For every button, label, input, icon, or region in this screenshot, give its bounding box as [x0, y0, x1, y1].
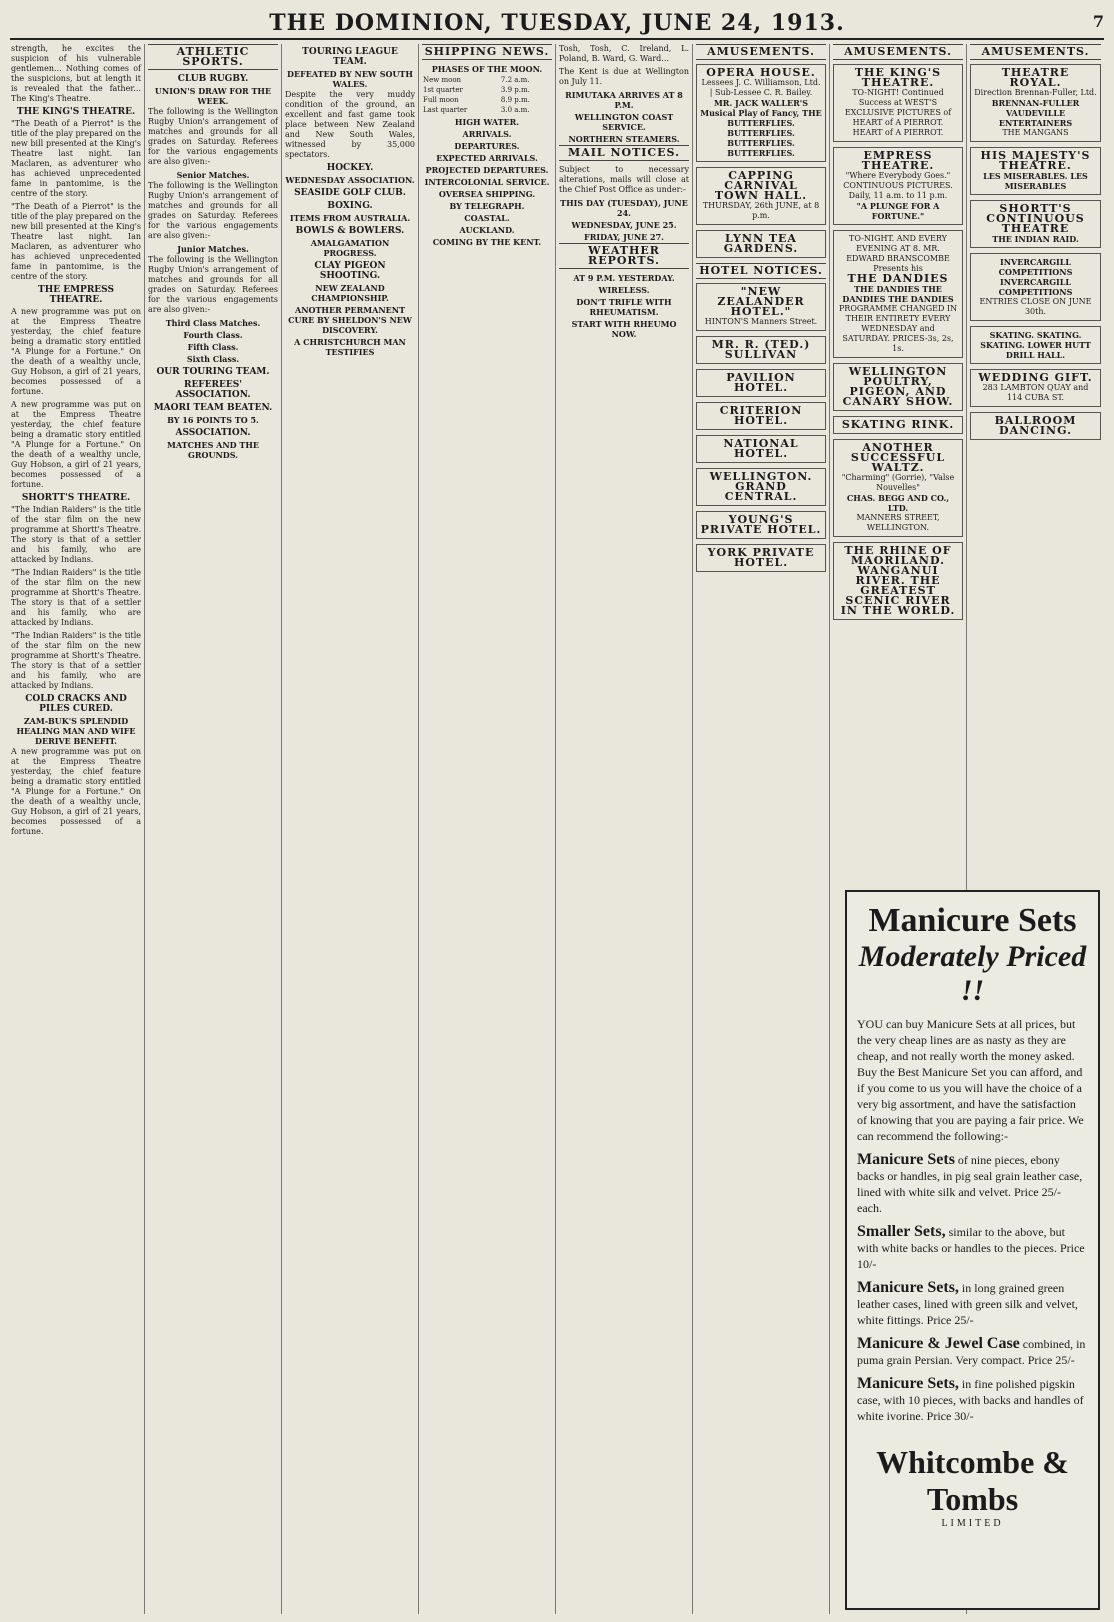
moon-label: 1st quarter — [423, 86, 463, 94]
rimutaka-heading: RIMUTAKA ARRIVES AT 8 P.M. — [565, 90, 683, 110]
hinton-sub: HINTON'S Manners Street. — [704, 317, 818, 326]
wireless-heading: WIRELESS. — [598, 285, 650, 295]
lynn-title: LYNN TEA GARDENS. — [723, 232, 799, 255]
sheldon-heading: ANOTHER PERMANENT CURE BY SHELDON'S NEW DISCOVERY. — [288, 305, 412, 335]
empress-theatre-heading: THE EMPRESS THEATRE. — [38, 285, 114, 305]
moon-label: Last quarter — [423, 106, 468, 114]
rheumatism-heading: DON'T TRIFLE WITH RHEUMATISM. — [576, 297, 672, 317]
ballroom-ad — [970, 412, 1101, 440]
seaside-golf-heading: SEASIDE GOLF CLUB. — [294, 188, 406, 198]
northern-steamers-heading: NORTHERN STEAMERS. — [568, 134, 680, 144]
third-class-heading: Third Class Matches. — [165, 318, 261, 328]
moon-row — [422, 105, 552, 115]
auckland-heading: AUCKLAND. — [459, 225, 515, 235]
passenger-lines: Tosh, Tosh, C. Ireland, L. Poland, B. Ward, G. Ward... — [559, 44, 689, 63]
capping-date: THURSDAY, 26th JUNE, at 8 p.m. — [702, 201, 820, 220]
item-name: Manicure & Jewel Case — [857, 1335, 1020, 1352]
york-title: YORK PRIVATE HOTEL. — [707, 546, 815, 569]
masthead — [10, 10, 1104, 40]
intercolonial-heading: INTERCOLONIAL SERVICE. — [424, 177, 550, 187]
york-ad — [696, 544, 826, 572]
brand-name: Whitcombe & Tombs — [876, 1444, 1069, 1517]
wednesday-association-heading: WEDNESDAY ASSOCIATION. — [285, 175, 415, 185]
manicure-intro: YOU can buy Manicure Sets at all prices, but the very cheap lines are as nasty as they are cheap, and not really worth the money asked. Buy the Best Manicure Set you can afford, and if you come to us you will have the choice of a very big assortment, and have the satisfaction of knowing that you are paying a fair price. We can recommend the following:- — [857, 1017, 1084, 1143]
kings-title: THE KING'S THEATRE. — [854, 66, 942, 89]
manicure-item — [857, 1224, 1088, 1272]
page-number: 7 — [1092, 12, 1104, 31]
weather-time: AT 9 P.M. YESTERDAY. — [573, 273, 675, 283]
column-2 — [145, 44, 282, 1614]
expected-arrivals-heading: EXPECTED ARRIVALS. — [436, 153, 538, 163]
empress-title: EMPRESS THEATRE. — [861, 149, 935, 172]
opera-house-ad — [696, 64, 826, 162]
matches-grounds-heading: MATCHES AND THE GROUNDS. — [166, 440, 259, 460]
waltz-title: ANOTHER SUCCESSFUL WALTZ. — [850, 441, 946, 474]
zambuk-heading: ZAM-BUK'S SPLENDID HEALING MAN AND WIFE DERIVE BENEFIT. — [16, 716, 136, 746]
empress-theatre-text-2: A new programme was put on at the Empress Theatre yesterday, the chief feature being a dramatic story entitled "A Plunge for a Fortune." On the death of a wealthy uncle, Guy Hobson, a girl of 21 years, becomes possessed of a fortune. — [11, 400, 141, 489]
his-majestys-ad — [970, 147, 1101, 195]
item-desc: combined, in puma grain Persian. Very compact. Price 25/- — [857, 1337, 1086, 1367]
column-6 — [693, 44, 830, 1614]
amusements-header-3: AMUSEMENTS. — [970, 44, 1101, 60]
kings-sub: TO-NIGHT! Continued Success at WEST'S EXCLUSIVE PICTURES of HEART of A PIERROT. HEART of A PIERROT. — [844, 88, 952, 137]
young-ad — [696, 511, 826, 539]
moon-value: 3.9 p.m. — [500, 86, 530, 94]
wellington-hotel-title: WELLINGTON. GRAND CENTRAL. — [709, 470, 813, 503]
wedding-title: WEDDING GIFT. — [978, 371, 1093, 384]
wedding-ad — [970, 369, 1101, 407]
plunge-title: "A PLUNGE FOR A FORTUNE." — [856, 201, 940, 221]
union-draw-text: The following is the Wellington Rugby Union's arrangement of matches and grounds for all grades on Saturday. Referees for the various engagements are also given:- — [148, 107, 278, 166]
brand-sub: LIMITED — [941, 1518, 1004, 1529]
skating-ad — [970, 326, 1101, 364]
manicure-item — [857, 1152, 1088, 1216]
tuesday-heading: THIS DAY (TUESDAY), JUNE 24. — [560, 198, 688, 218]
empress-sub: "Where Everybody Goes." CONTINUOUS PICTURES. Daily, 11 a.m. to 11 p.m. — [843, 171, 953, 200]
wanganui-ad — [833, 542, 963, 620]
junior-matches-heading: Junior Matches. — [177, 244, 249, 254]
sixth-class-heading: Sixth Class. — [186, 354, 240, 364]
lambton-address: 283 LAMBTON QUAY and 114 CUBA ST. — [982, 383, 1089, 402]
empress-theatre-text: A new programme was put on at the Empress Theatre yesterday, the chief feature being a dramatic story entitled "A Plunge for a Fortune." On the death of a wealthy uncle, Guy Hobson, a girl of 21 years, becomes possessed of a fortune. — [11, 307, 141, 396]
rheumo-heading: START WITH RHEUMO NOW. — [571, 319, 677, 339]
dandies-note: PROGRAMME CHANGED IN THEIR ENTIRETY EVERY WEDNESDAY and SATURDAY. PRICES-3s, 2s, 1s. — [838, 304, 958, 353]
hotel-notices-header: HOTEL NOTICES. — [696, 263, 826, 279]
zambuk-text: A new programme was put on at the Empress Theatre yesterday, the chief feature being a dramatic story entitled "A Plunge for a Fortune." On the death of a wealthy uncle, Guy Hobson, a girl of 21 years, becomes possessed of a fortune. — [11, 747, 141, 836]
national-ad — [696, 435, 826, 463]
opera-title: OPERA HOUSE. — [706, 66, 816, 79]
fifth-class-heading: Fifth Class. — [187, 342, 239, 352]
item-name: Smaller Sets, — [857, 1223, 946, 1240]
shortts-theatre-text-2: "The Indian Raiders" is the title of the star film on the new programme at Shortt's Theatre. The story is that of a settler and his family, who are attacked by Indians. — [11, 568, 141, 627]
coast-service-heading: WELLINGTON COAST SERVICE. — [574, 112, 674, 132]
shortt-title: SHORTT'S CONTINUOUS THEATRE — [986, 202, 1085, 235]
pavilion-title: PAVILION HOTEL. — [726, 371, 796, 394]
moon-row — [422, 75, 552, 85]
poultry-title: WELLINGTON POULTRY, PIGEON, AND CANARY SHOW. — [842, 365, 954, 408]
high-water-heading: HIGH WATER. — [454, 117, 520, 127]
moon-row — [422, 85, 552, 95]
moon-value: 8.9 p.m. — [500, 96, 530, 104]
skating-title: SKATING. SKATING. SKATING. LOWER HUTT DRILL HALL. — [980, 330, 1091, 360]
amusements-header-2: AMUSEMENTS. — [833, 44, 963, 60]
opera-lessees: Lessees J. C. Williamson, Ltd. | Sub-Lessee C. R. Bailey. — [701, 78, 821, 97]
moon-label: Full moon — [423, 96, 459, 104]
pavilion-ad — [696, 369, 826, 397]
item-desc: similar to the above, but with white backs or handles to the pieces. Price 10/- — [857, 1225, 1085, 1271]
arrivals-heading: ARRIVALS. — [462, 129, 512, 139]
touring-league-text: Despite the very muddy condition of the ground, an excellent and fast game took place between New Zealand and New South Wales, witnessed by 35,000 spectators. — [285, 90, 415, 159]
shortts-theatre-heading: SHORTT'S THEATRE. — [21, 493, 131, 503]
items-australia-heading: ITEMS FROM AUSTRALIA. — [289, 213, 411, 223]
item-name: Manicure Sets — [857, 1151, 955, 1168]
capping-title: CAPPING CARNIVAL TOWN HALL. — [714, 169, 808, 202]
item-name: Manicure Sets, — [857, 1375, 959, 1392]
column-5 — [556, 44, 693, 1614]
royal-sub: Direction Brennan-Fuller, Ltd. — [974, 88, 1097, 97]
masthead-title: THE DOMINION, TUESDAY, JUNE 24, 1913. — [269, 10, 845, 36]
national-title: NATIONAL HOTEL. — [723, 437, 799, 460]
dandies-ad — [833, 230, 963, 358]
item-desc: in long grained green leather cases, lined with green silk and velvet, white fittings. Price 25/- — [857, 1281, 1078, 1327]
column-4 — [419, 44, 556, 1614]
projected-departures-heading: PROJECTED DEPARTURES. — [425, 165, 549, 175]
item-name: Manicure Sets, — [857, 1279, 959, 1296]
item-desc: in fine polished pigskin case, with 10 pieces, with backs and handles of white ivorine. Price 30/- — [857, 1377, 1084, 1423]
referees-heading: REFEREES' ASSOCIATION. — [175, 380, 251, 400]
shipping-news-title: SHIPPING NEWS. — [422, 44, 552, 60]
dandies-repeat: THE DANDIES THE DANDIES THE DANDIES — [842, 284, 954, 304]
begg-name: CHAS. BEGG AND CO., LTD. — [846, 493, 950, 513]
manicure-sets-ad — [845, 890, 1100, 1610]
shortts-theatre-text-3: "The Indian Raiders" is the title of the star film on the new programme at Shortt's Theatre. The story is that of a settler and his family, who are attacked by Indians. — [11, 631, 141, 690]
manicure-item — [857, 1376, 1088, 1424]
theatre-royal-ad — [970, 64, 1101, 142]
moon-value: 7.2 a.m. — [500, 76, 530, 84]
criterion-title: CRITERION HOTEL. — [719, 404, 803, 427]
waltz-sub: "Charming" (Gorrie), "Valse Nouvelles" — [841, 473, 955, 492]
amusements-header: AMUSEMENTS. — [696, 44, 826, 60]
senior-matches-text: The following is the Wellington Rugby Union's arrangement of matches and grounds for all grades on Saturday. Referees for the various engagements are also given:- — [148, 181, 278, 240]
weather-reports-title: WEATHER REPORTS. — [559, 243, 689, 269]
hinton-ad — [696, 283, 826, 331]
club-rugby-heading: CLUB RUGBY. — [177, 74, 249, 84]
nz-championship-heading: NEW ZEALAND CHAMPIONSHIP. — [311, 283, 389, 303]
ballroom-title: BALLROOM DANCING. — [994, 414, 1077, 437]
manicure-item — [857, 1280, 1088, 1328]
friday-heading: FRIDAY, JUNE 27. — [584, 232, 664, 242]
manicure-title: Manicure Sets — [868, 902, 1077, 939]
rink-ad — [833, 416, 963, 434]
hockey-heading: HOCKEY. — [326, 163, 374, 173]
coastal-heading: COASTAL. — [464, 213, 510, 223]
opera-show: MR. JACK WALLER'S Musical Play of Fancy, THE BUTTERFLIES. — [700, 98, 822, 128]
manicure-item — [857, 1336, 1088, 1368]
shortts-ad — [970, 200, 1101, 248]
capping-ad — [696, 167, 826, 225]
invercargill-ad — [970, 253, 1101, 321]
moon-phases-heading: PHASES OF THE MOON. — [431, 64, 543, 74]
shortt-sub: THE INDIAN RAID. — [992, 234, 1079, 244]
association-heading: ASSOCIATION. — [175, 428, 251, 438]
sullivan-title: MR. R. (TED.) SULLIVAN — [711, 338, 811, 361]
mangans: THE MANGANS — [1002, 128, 1069, 137]
moon-table — [422, 75, 552, 115]
majesty-title: HIS MAJESTY'S THEATRE. — [980, 149, 1091, 172]
amalgamation-heading: AMALGAMATION PROGRESS. — [310, 238, 390, 258]
miserables: LES MISERABLES. LES MISERABLES — [983, 171, 1088, 191]
departures-heading: DEPARTURES. — [454, 141, 520, 151]
kings-theatre-text: "The Death of a Pierrot" is the title of the play prepared on the new bill presented at the King's Theatre last night. Ian Maclaren, as adventurer who has achieved unprecedented fame in pantomime, is the centre of the story. — [11, 119, 141, 198]
column-1 — [8, 44, 145, 1614]
touring-league-heading: TOURING LEAGUE TEAM. — [302, 47, 398, 67]
lynn-ad — [696, 230, 826, 258]
clay-pigeon-heading: CLAY PIGEON SHOOTING. — [314, 261, 386, 281]
cold-cracks-heading: COLD CRACKS AND PILES CURED. — [25, 694, 127, 714]
begg-address: MANNERS STREET, WELLINGTON. — [856, 513, 940, 532]
hinton-title: "NEW ZEALANDER HOTEL." — [717, 285, 805, 318]
telegraph-heading: BY TELEGRAPH. — [449, 201, 525, 211]
young-title: YOUNG'S PRIVATE HOTEL. — [700, 513, 822, 536]
kings-theatre-ad — [833, 64, 963, 142]
poultry-ad — [833, 363, 963, 411]
union-draw-heading: UNION'S DRAW FOR THE WEEK. — [154, 86, 272, 106]
kings-theatre-text-2: "The Death of a Pierrot" is the title of the play prepared on the new bill presented at the King's Theatre last night. Ian Maclaren, as adventurer who has achieved unprecedented fame in pantomime, is the centre of the story. — [11, 202, 141, 281]
senior-matches-heading: Senior Matches. — [176, 170, 250, 180]
kings-theatre-heading: THE KING'S THEATRE. — [16, 107, 136, 117]
wednesday-heading: WEDNESDAY, JUNE 25. — [571, 220, 677, 230]
butterflies-repeat: BUTTERFLIES. BUTTERFLIES. BUTTERFLIES. — [727, 128, 795, 158]
tonight-text: TO-NIGHT. AND EVERY EVENING AT 8. MR. EDWARD BRANSCOMBE Presents his — [846, 234, 950, 273]
wanganui-title: THE RHINE OF MAORILAND. WANGANUI RIVER. THE GREATEST SCENIC RIVER IN THE WORLD. — [840, 544, 956, 617]
christchurch-heading: A CHRISTCHURCH MAN TESTIFIES — [294, 337, 406, 357]
invercargill-title: INVERCARGILL COMPETITIONS INVERCARGILL COMPETITIONS — [998, 257, 1073, 297]
mail-notices-title: MAIL NOTICES. — [559, 145, 689, 161]
column-3 — [282, 44, 419, 1614]
moon-value: 3.0 a.m. — [500, 106, 530, 114]
junior-matches-text: The following is the Wellington Rugby Union's arrangement of matches and grounds for all grades on Saturday. Referees for the various engagements are also given:- — [148, 255, 278, 314]
sullivan-ad — [696, 336, 826, 364]
points-heading: BY 16 POINTS TO 5. — [167, 415, 259, 425]
mail-intro: Subject to necessary alterations, mails will close at the Chief Post Office as under:- — [559, 165, 689, 194]
kent-heading: COMING BY THE KENT. — [432, 237, 542, 247]
criterion-ad — [696, 402, 826, 430]
entries-close: ENTRIES CLOSE ON JUNE 30th. — [979, 297, 1092, 316]
shortts-theatre-text: "The Indian Raiders" is the title of the star film on the new programme at Shortt's Theatre. The story is that of a settler and his family, who are attacked by Indians. — [11, 505, 141, 564]
vaudeville-title: BRENNAN-FULLER VAUDEVILLE ENTERTAINERS — [991, 98, 1080, 128]
dandies-title: THE DANDIES — [847, 272, 949, 285]
boxing-heading: BOXING. — [327, 201, 373, 211]
empress-ad — [833, 147, 963, 225]
maori-team-heading: MAORI TEAM BEATEN. — [153, 403, 273, 413]
moon-row — [422, 95, 552, 105]
touring-team-heading: OUR TOURING TEAM. — [156, 367, 270, 377]
athletic-sports-title: ATHLETIC SPORTS. — [148, 44, 278, 70]
kent-due-text: The Kent is due at Wellington on July 11. — [559, 67, 689, 86]
defeated-nsw-heading: DEFEATED BY NEW SOUTH WALES. — [287, 69, 413, 89]
fourth-class-heading: Fourth Class. — [183, 330, 243, 340]
manicure-subtitle: Moderately Priced !! — [858, 940, 1087, 1007]
royal-title: THEATRE ROYAL. — [1001, 66, 1070, 89]
oversea-heading: OVERSEA SHIPPING. — [438, 189, 536, 199]
bowls-heading: BOWLS & BOWLERS. — [295, 226, 405, 236]
wellington-hotel-ad — [696, 468, 826, 506]
moon-label: New moon — [423, 76, 462, 84]
item-desc: of nine pieces, ebony backs or handles, in pig seal grain leather case, lined with white silk and velvet. Price 25/- each. — [857, 1153, 1083, 1215]
rink-title: SKATING RINK. — [841, 418, 955, 431]
waltz-ad — [833, 439, 963, 537]
intro-paragraph: strength, he excites the suspicion of his vulnerable gentlemen... Nothing comes of the suspicions, but at length it is revealed that the father... The King's Theatre. — [11, 44, 141, 103]
